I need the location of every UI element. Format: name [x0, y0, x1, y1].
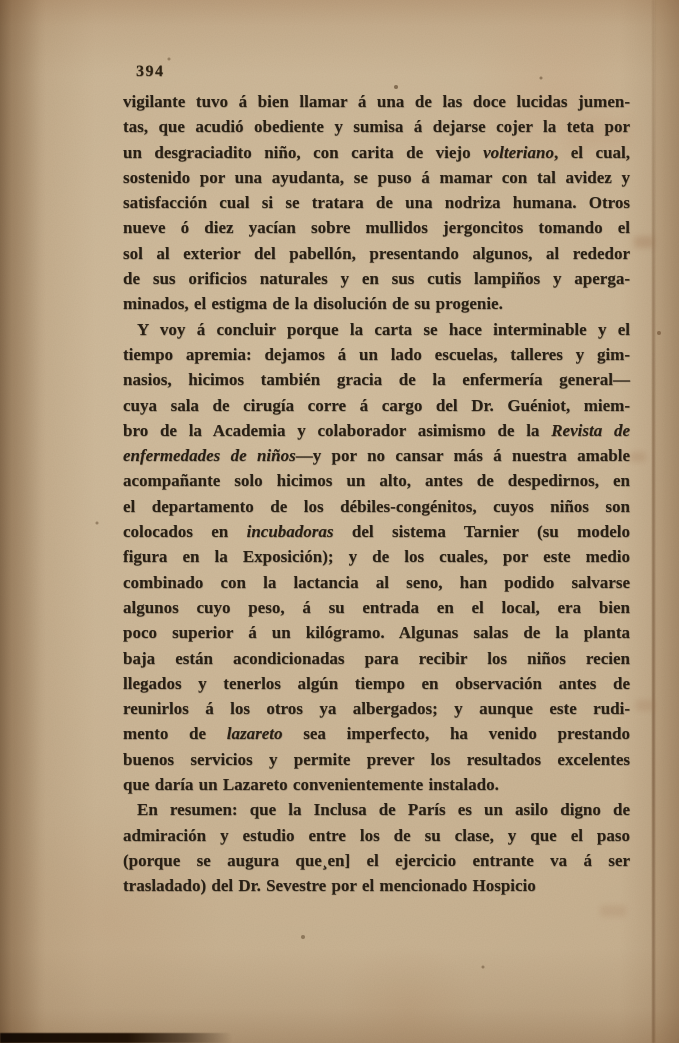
italic-text-segment: incubadoras: [246, 522, 334, 542]
text-segment: trasladado) del Dr. Sevestre por el mencionado Hospicio: [123, 876, 536, 896]
text-segment: mento de: [123, 724, 227, 744]
text-line: [123, 620, 630, 645]
text-segment: sostenido por una ayudanta, se puso á mamar con tal avidez y: [123, 167, 630, 187]
text-segment: bro de la Academia y colaborador asimismo de la: [123, 420, 552, 440]
text-segment: —y por no cansar más á nuestra amable: [295, 446, 630, 466]
italic-text-segment: Revista de: [551, 420, 630, 440]
ink-bleedthrough-mark: [600, 905, 626, 917]
italic-text-segment: enfermedades de niños: [123, 446, 296, 466]
text-line: [123, 772, 630, 797]
text-line: [123, 190, 630, 215]
text-segment: acompañante solo hicimos un alto, antes de despedirnos, en: [123, 471, 630, 491]
italic-text-segment: volteriano: [483, 142, 554, 162]
text-segment: cuya sala de cirugía corre á cargo del Dr. Guéniot, miem-: [123, 395, 630, 415]
text-segment: llegados y tenerlos algún tiempo en observación antes de: [123, 673, 630, 693]
text-segment: sea imperfecto, ha venido prestando: [282, 724, 631, 744]
text-line: [123, 721, 630, 746]
text-line: [123, 823, 630, 848]
text-line: [123, 873, 630, 898]
text-line: [123, 342, 630, 367]
text-segment: Y voy á concluir porque la carta se hace interminable y el: [137, 319, 630, 339]
text-line: [123, 595, 630, 620]
text-line: [123, 646, 630, 671]
text-segment: de sus orificios naturales y en sus cutis lampiños y aperga-: [123, 269, 630, 289]
text-line: [123, 797, 630, 822]
gutter-shadow: [0, 0, 46, 1043]
text-line: [123, 215, 630, 240]
text-line: [123, 848, 630, 873]
text-line: [123, 696, 630, 721]
text-segment: poco superior á un kilógramo. Algunas salas de la planta: [123, 623, 630, 643]
text-line: [123, 519, 630, 544]
text-line: [123, 443, 630, 468]
text-segment: colocados en: [123, 522, 247, 542]
text-line: [123, 291, 630, 316]
paper-specks: [0, 0, 2, 2]
text-segment: (porque se augura que¸en] el ejercicio entrante va á ser: [123, 850, 630, 870]
text-segment: tiempo apremia: dejamos á un lado escuelas, talleres y gim-: [123, 344, 630, 364]
bottom-edge-shadow: [0, 1033, 232, 1043]
text-line: [123, 468, 630, 493]
text-segment: satisfacción cual si se tratara de una nodriza humana. Otros: [123, 193, 630, 213]
text-segment: minados, el estigma de la disolución de su progenie.: [123, 294, 503, 314]
text-segment: un desgraciadito niño, con carita de viejo: [123, 142, 484, 162]
text-segment: admiración y estudio entre los de su clase, y que el paso: [123, 825, 630, 845]
text-segment: del sistema Tarnier (su modelo: [333, 522, 631, 542]
text-segment: sol al exterior del pabellón, presentando algunos, al rededor: [123, 243, 630, 263]
text-line: [123, 140, 630, 165]
text-line: [123, 165, 630, 190]
page-fold-line: [652, 0, 655, 1043]
text-line: [123, 494, 630, 519]
text-segment: vigilante tuvo á bien llamar á una de las doce lucidas jumen-: [123, 92, 630, 111]
text-line: [123, 114, 630, 139]
text-line: [123, 367, 630, 392]
text-segment: algunos cuyo peso, á su entrada en el local, era bien: [123, 597, 630, 617]
text-line: [123, 393, 630, 418]
text-segment: combinado con la lactancia al seno, han podido salvarse: [123, 572, 630, 592]
text-line: [123, 570, 630, 595]
text-segment: , el cual,: [553, 142, 631, 162]
text-segment: reunirlos á los otros ya albergados; y aunque este rudi-: [123, 699, 630, 719]
text-segment: baja están acondicionadas para recibir los niños recien: [123, 648, 630, 668]
text-line: [123, 266, 630, 291]
text-line: [123, 89, 630, 114]
text-segment: En resumen: que la Inclusa de París es un asilo digno de: [137, 800, 630, 820]
ink-bleedthrough-mark: [634, 236, 654, 248]
ink-bleedthrough-mark: [630, 452, 646, 462]
text-line: [123, 747, 630, 772]
text-segment: tas, que acudió obediente y sumisa á dejarse cojer la teta por: [123, 117, 630, 137]
text-segment: nasios, hicimos también gracia de la enfermería general—: [123, 370, 630, 390]
text-line: [123, 317, 630, 342]
text-segment: figura en la Exposición); y de los cuales, por este medio: [123, 547, 630, 567]
text-line: [123, 671, 630, 696]
text-segment: buenos servicios y permite prever los resultados excelentes: [123, 749, 630, 769]
page-text-block: [123, 89, 630, 899]
text-segment: nueve ó diez yacían sobre mullidos jergoncitos tomando el: [123, 218, 630, 238]
text-line: [123, 544, 630, 569]
text-segment: el departamento de los débiles-congénitos, cuyos niños son: [123, 496, 630, 516]
text-line: [123, 418, 630, 443]
page-edge-right-shade: [655, 0, 679, 1043]
page-number: 394: [136, 63, 165, 80]
text-line: [123, 241, 630, 266]
italic-text-segment: lazareto: [226, 724, 283, 744]
text-segment: que daría un Lazareto convenientemente instalado.: [123, 775, 499, 795]
